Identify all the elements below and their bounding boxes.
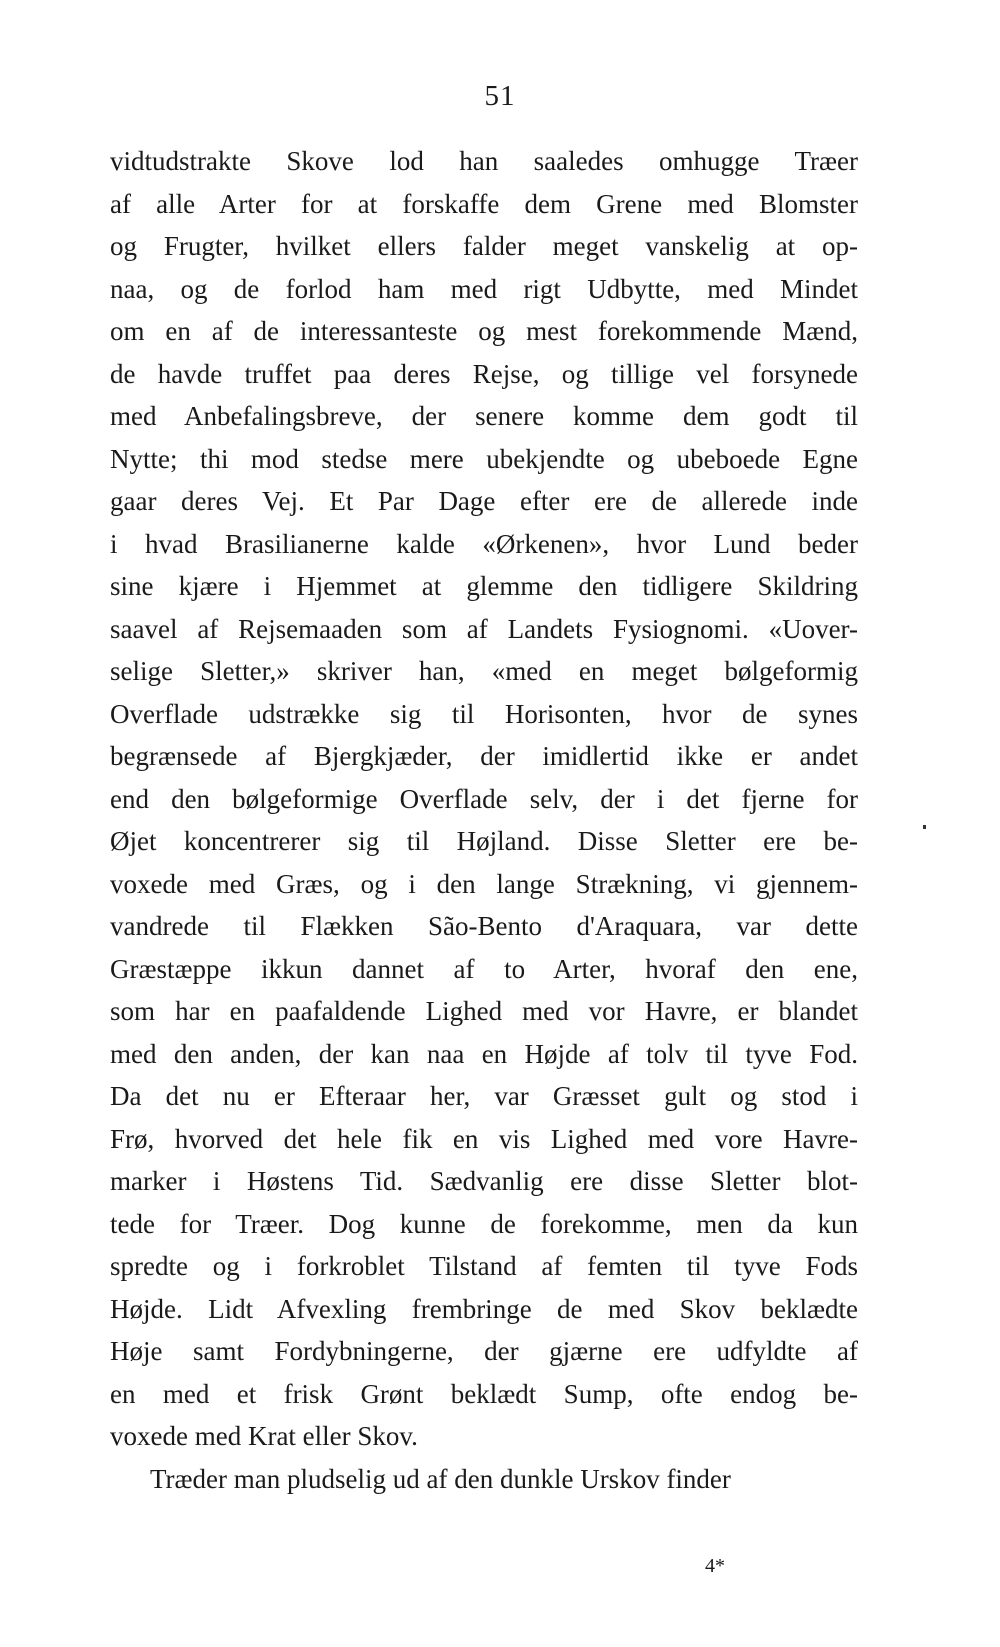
text-line: Overflade udstrække sig til Horisonten, hvor de synes [110, 698, 858, 729]
paragraph-start-line: Træder man pludselig ud af den dunkle Urskov finder [150, 1463, 731, 1494]
text-line: begrænsede af Bjergkjæder, der imidlertid ikke er andet [110, 741, 858, 771]
text-line: og Frugter, hvilket ellers falder meget vanskelig at op- [110, 231, 858, 261]
text-line: vandrede til Flækken São-Bento d'Araquara, var dette [110, 911, 858, 941]
text-line: Frø, hvorved det hele fik en vis Lighed med vore Havre- [110, 1123, 858, 1154]
margin-mark [923, 825, 926, 829]
text-line: sine kjære i Hjemmet at glemme den tidligere Skildring [110, 571, 858, 601]
text-body [110, 140, 858, 1500]
text-line: spredte og i forkroblet Tilstand af femten til tyve Fods [110, 1251, 858, 1281]
text-line: Da det nu er Efteraar her, var Græsset gult og stod i [110, 1081, 858, 1111]
text-line: gaar deres Vej. Et Par Dage efter ere de allerede inde [110, 486, 858, 516]
text-line: af alle Arter for at forskaffe dem Grene med Blomster [110, 188, 858, 219]
text-line: om en af de interessanteste og mest forekommende Mænd, [110, 316, 858, 346]
text-line: Græstæppe ikkun dannet af to Arter, hvoraf den ene, [110, 953, 858, 984]
text-line: en med et frisk Grønt beklædt Sump, ofte endog be- [110, 1378, 858, 1409]
signature-mark: 4* [705, 1555, 725, 1577]
text-line: som har en paafaldende Lighed med vor Havre, er blandet [110, 996, 858, 1026]
text-line: Højde. Lidt Afvexling frembringe de med Skov beklædte [110, 1293, 858, 1324]
page-number: 51 [484, 80, 516, 112]
text-line: tede for Træer. Dog kunne de forekomme, men da kun [110, 1208, 858, 1239]
text-line: end den bølgeformige Overflade selv, der i det fjerne for [110, 783, 858, 814]
text-line: voxede med Græs, og i den lange Strækning, vi gjennem- [110, 868, 858, 899]
text-line: i hvad Brasilianerne kalde «Ørkenen», hvor Lund beder [110, 528, 858, 559]
text-line: de havde truffet paa deres Rejse, og tillige vel forsynede [110, 358, 858, 389]
paragraph-end-line: voxede med Krat eller Skov. [110, 1421, 418, 1451]
text-line: med den anden, der kan naa en Højde af tolv til tyve Fod. [110, 1038, 858, 1069]
text-line: Nytte; thi mod stedse mere ubekjendte og ubeboede Egne [110, 443, 858, 474]
text-line: med Anbefalingsbreve, der senere komme dem godt til [110, 401, 858, 431]
text-line: vidtudstrakte Skove lod han saaledes omhugge Træer [110, 146, 858, 176]
text-line: selige Sletter,» skriver han, «med en meget bølgeformig [110, 656, 858, 686]
text-line: marker i Høstens Tid. Sædvanlig ere disse Sletter blot- [110, 1166, 858, 1196]
text-line: Øjet koncentrerer sig til Højland. Disse Sletter ere be- [110, 826, 858, 856]
text-line: Høje samt Fordybningerne, der gjærne ere udfyldte af [110, 1336, 858, 1366]
text-line: saavel af Rejsemaaden som af Landets Fysiognomi. «Uover- [110, 613, 858, 644]
text-line: naa, og de forlod ham med rigt Udbytte, med Mindet [110, 273, 858, 304]
